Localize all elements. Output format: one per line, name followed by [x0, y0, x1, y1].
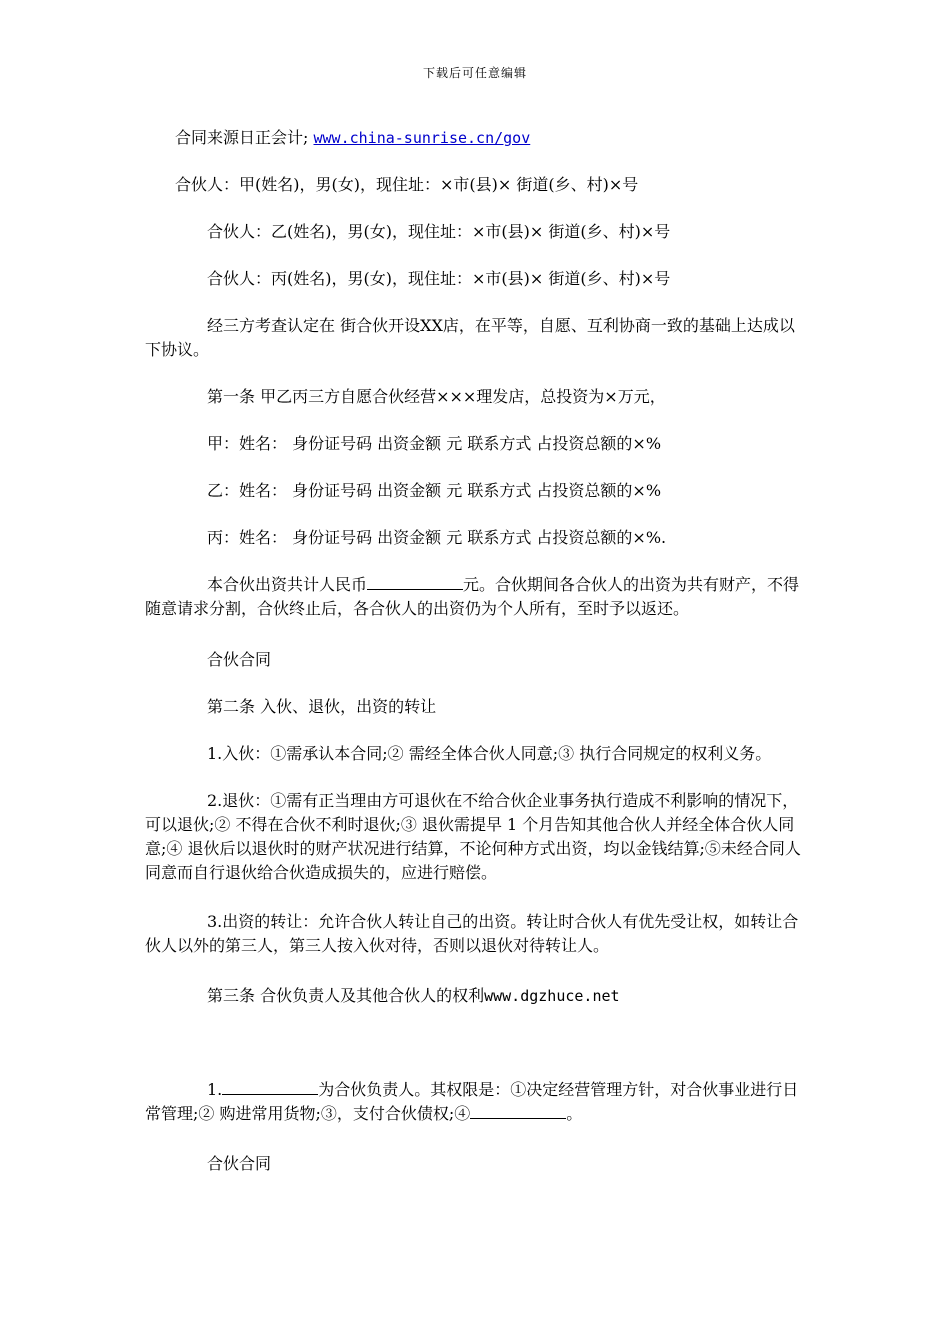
source-link[interactable]: www.china-sunrise.cn/gov — [313, 129, 531, 147]
page-header: 下载后可任意编辑 — [422, 66, 527, 80]
source-label: 合同来源日正会计; — [175, 128, 309, 147]
article2-title: 第二条 入伙、退伙，出资的转让 — [207, 697, 437, 716]
capital-blank — [367, 575, 463, 590]
article3-item1-mid: 为合伙负责人。其权限是：①决定经营管理方针，对合伙事业进行日常管理;② 购进常用货物;③，支付合伙债权;④ — [145, 1080, 799, 1123]
article1-row-b: 乙：姓名： 身份证号码 出资金额 元 联系方式 占投资总额的×% — [207, 481, 662, 500]
article2-item3: 3.出资的转让：允许合伙人转让自己的出资。转让时合伙人有优先受让权，如转让合伙人以外的第三人，第三人按入伙对待，否则以退伙对待转让人。 — [145, 912, 799, 955]
source-line — [175, 126, 810, 150]
article3-item1-end: 。 — [566, 1104, 583, 1123]
authority-blank — [470, 1104, 566, 1119]
section-label-1: 合伙合同 — [207, 650, 272, 669]
article3-title-link: www.dgzhuce.net — [484, 987, 620, 1005]
article2-item2: 2.退伙：①需有正当理由方可退伙在不给合伙企业事务执行造成不利影响的情况下，可以退伙;② 不得在合伙不利时退伙;③ 退伙需提早 1 个月告知其他合伙人并经全体合伙人同意;④ 退伙后以退伙时的财产状况进行结算，不论何种方式出资，均以金钱结算;⑤未经合同人同意而自行退伙给合伙造成损失的，应进行赔偿。 — [145, 791, 801, 882]
article3-item1 — [145, 1078, 810, 1126]
article1-title: 第一条 甲乙丙三方自愿合伙经营×××理发店，总投资为×万元， — [207, 387, 666, 406]
article2-item1: 1.入伙：①需承认本合同;② 需经全体合伙人同意;③ 执行合同规定的权利义务。 — [207, 744, 772, 763]
article3-title: 第三条 合伙负责人及其他合伙人的权利 — [207, 986, 485, 1005]
partner-b: 合伙人：乙(姓名)，男(女)，现住址：×市(县)× 街道(乡、村)×号 — [207, 222, 671, 241]
capital-post: 元。合伙期间各合伙人的出资为共有财产，不得随意请求分割，合伙终止后，各合伙人的出资仍为个人所有，至时予以返还。 — [145, 575, 800, 618]
article1-row-c: 丙：姓名： 身份证号码 出资金额 元 联系方式 占投资总额的×%. — [207, 528, 667, 547]
capital-paragraph — [145, 573, 810, 621]
partner-a: 合伙人：甲(姓名)，男(女)，现住址：×市(县)× 街道(乡、村)×号 — [175, 175, 639, 194]
article1-row-a: 甲：姓名： 身份证号码 出资金额 元 联系方式 占投资总额的×% — [207, 434, 662, 453]
article3-item1-pre: 1. — [207, 1080, 223, 1099]
leader-blank — [222, 1080, 318, 1095]
capital-pre: 本合伙出资共计人民币 — [207, 575, 368, 594]
intro-paragraph: 经三方考查认定在 街合伙开设XX店，在平等，自愿、互利协商一致的基础上达成以下协议。 — [145, 316, 795, 359]
article3-title-line — [207, 984, 810, 1008]
section-label-2: 合伙合同 — [207, 1154, 272, 1173]
partner-c: 合伙人：丙(姓名)，男(女)，现住址：×市(县)× 街道(乡、村)×号 — [207, 269, 671, 288]
